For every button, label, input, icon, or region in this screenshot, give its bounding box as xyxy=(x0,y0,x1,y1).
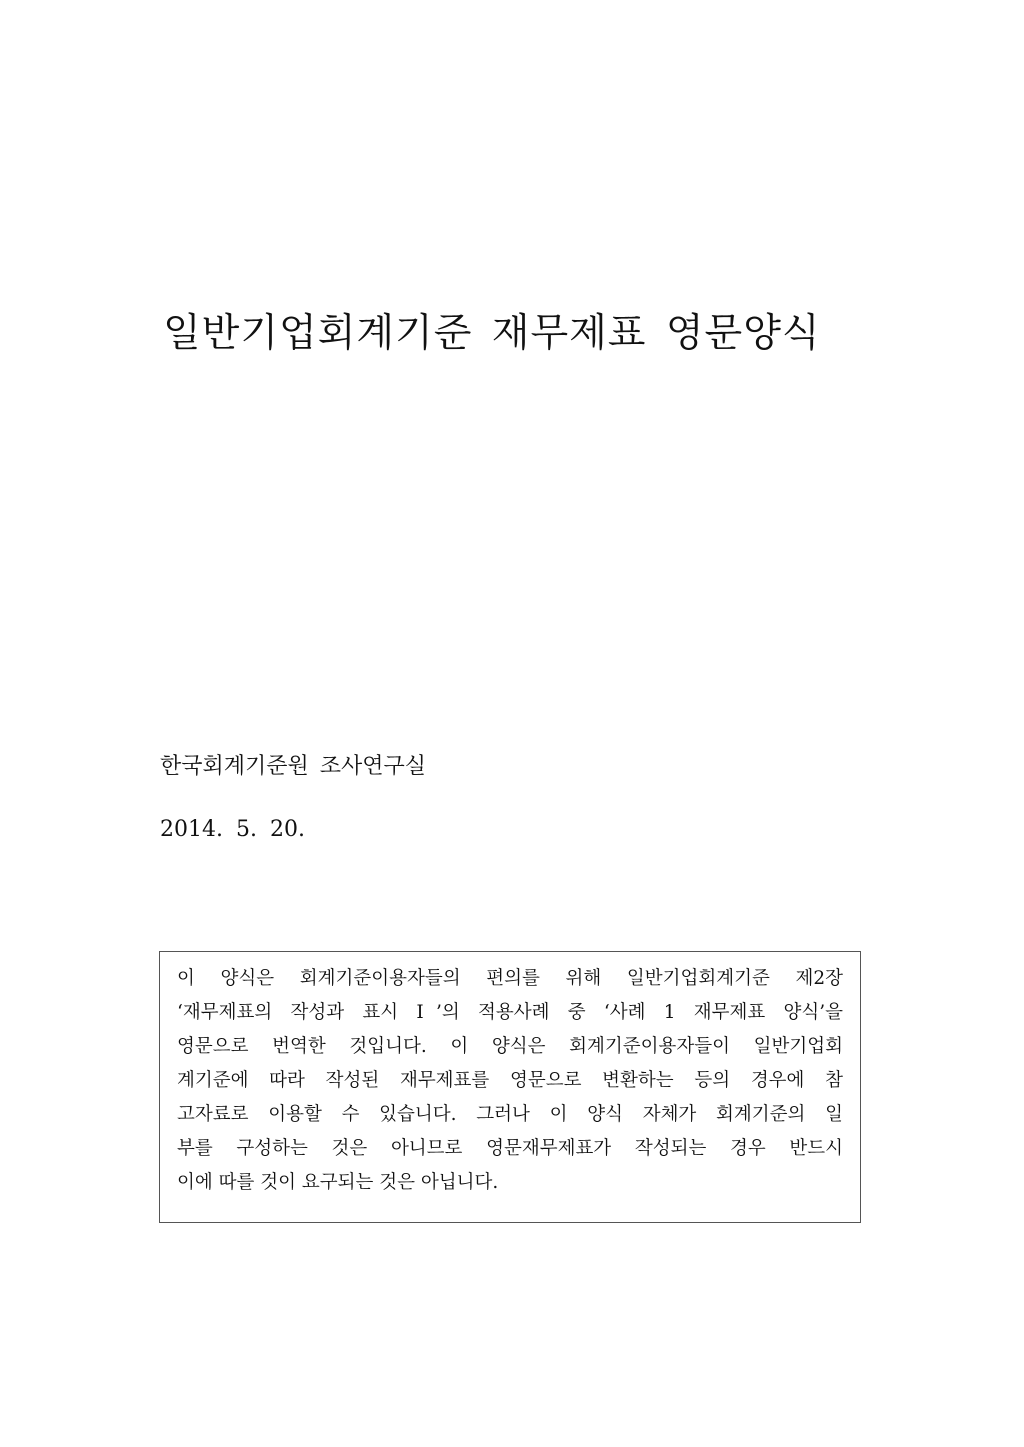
notice-line: 영문으로 번역한 것입니다. 이 양식은 회계기준이용자들이 일반기업회 xyxy=(177,1036,843,1057)
notice-line: 부를 구성하는 것은 아니므로 영문재무제표가 작성되는 경우 반드시 xyxy=(177,1138,843,1159)
publication-date: 2014. 5. 20. xyxy=(160,817,305,842)
notice-line: 계기준에 따라 작성된 재무제표를 영문으로 변환하는 등의 경우에 참 xyxy=(177,1070,843,1091)
notice-line: 이 양식은 회계기준이용자들의 편의를 위해 일반기업회계기준 제2장 xyxy=(177,968,843,989)
notice-line: 이에 따를 것이 요구되는 것은 아닙니다. xyxy=(177,1172,499,1193)
notice-line: 고자료로 이용할 수 있습니다. 그러나 이 양식 자체가 회계기준의 일 xyxy=(177,1104,843,1125)
notice-box xyxy=(159,951,861,1223)
notice-line: ‘재무제표의 작성과 표시 Ⅰ’의 적용사례 중 ‘사례 1 재무제표 양식’을 xyxy=(177,1002,843,1023)
organization-name: 한국회계기준원 조사연구실 xyxy=(160,754,427,779)
document-title: 일반기업회계기준 재무제표 영문양식 xyxy=(163,311,821,356)
